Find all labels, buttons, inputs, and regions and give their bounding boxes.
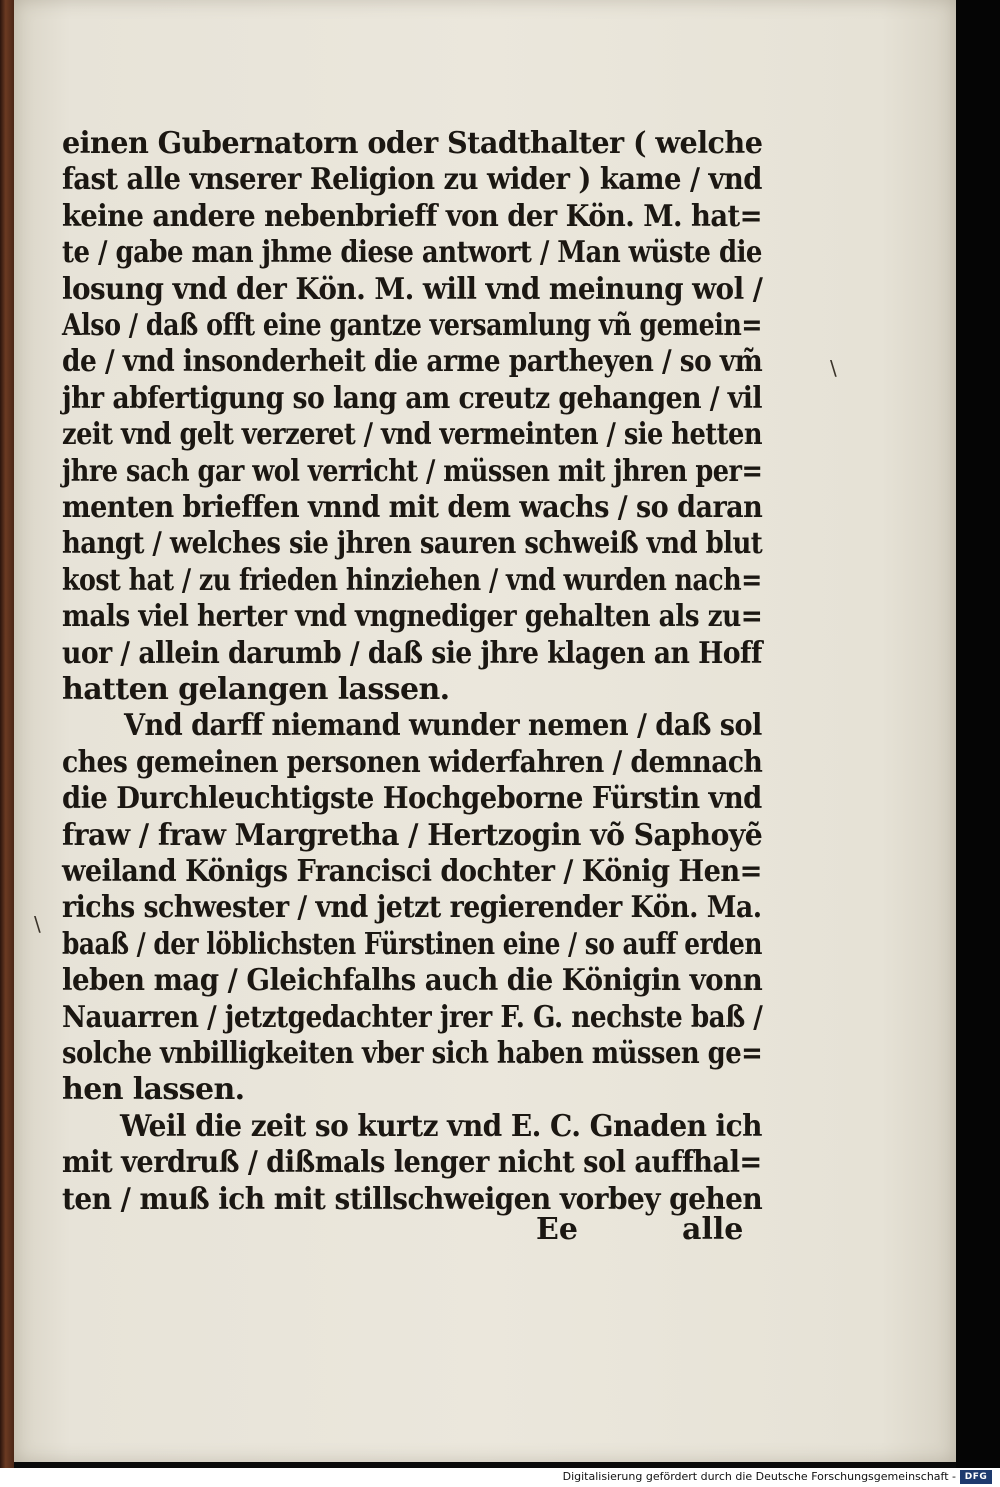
- footer-bar: [0, 1468, 1000, 1487]
- text-line: mit verdruß / dißmals lenger nicht sol auffhal=: [62, 1145, 762, 1181]
- text-line: zeit vnd gelt verzeret / vnd vermeinten / sie hetten: [62, 417, 763, 453]
- text-line: hatten gelangen lassen.: [62, 672, 450, 707]
- text-line: te / gabe man jhme diese antwort / Man wüste die: [62, 235, 762, 271]
- text-line: Vnd darff niemand wunder nemen / daß sol: [124, 708, 762, 744]
- text-line: Nauarren / jetztgedachter jrer F. G. nechste baß /: [62, 999, 763, 1035]
- signature-mark: Ee: [536, 1212, 578, 1247]
- text-line: Weil die zeit so kurtz vnd E. C. Gnaden ich: [120, 1108, 762, 1144]
- text-line: kost hat / zu frieden hinziehen / vnd wurden nach=: [62, 562, 762, 598]
- scan-edge: [956, 0, 1000, 1468]
- text-line: weiland Königs Francisci dochter / König Hen=: [62, 854, 762, 889]
- text-line: mals viel herter vnd vngnediger gehalten als zu=: [62, 599, 763, 635]
- text-line: menten brieffen vnnd mit dem wachs / so daran: [62, 490, 763, 525]
- text-line: jhr abfertigung so lang am creutz gehangen / vil: [62, 380, 763, 416]
- margin-mark: \: [830, 356, 837, 380]
- book-spine: [0, 0, 14, 1468]
- text-line: uor / allein darumb / daß sie jhre klagen an Hoff: [62, 635, 762, 671]
- dfg-logo: DFG: [960, 1470, 992, 1484]
- text-line: baaß / der löblichsten Fürstinen eine / so auff erden: [62, 926, 762, 962]
- text-line: ches gemeinen personen widerfahren / demnach: [62, 744, 763, 780]
- text-line: leben mag / Gleichfalhs auch die Königin vonn: [62, 963, 763, 999]
- text-line: Also / daß offt eine gantze versamlung vñ gemein=: [62, 308, 763, 343]
- text-line: solche vnbilligkeiten vber sich haben müssen ge=: [62, 1036, 763, 1071]
- catchword: alle: [682, 1212, 744, 1247]
- text-line: fast alle vnserer Religion zu wider ) kame / vnd: [62, 162, 762, 198]
- text-line: einen Gubernatorn oder Stadthalter ( welche: [62, 126, 763, 161]
- text-line: losung vnd der Kön. M. will vnd meinung wol /: [62, 271, 763, 307]
- funding-credit: Digitalisierung gefördert durch die Deutsche Forschungsgemeinschaft -: [562, 1470, 956, 1483]
- document-page: [14, 0, 956, 1462]
- text-line: de / vnd insonderheit die arme partheyen / so vm̃: [62, 344, 763, 380]
- text-line: hangt / welches sie jhren sauren schweiß vnd blut: [62, 526, 763, 562]
- margin-mark: \: [34, 912, 41, 936]
- text-line: fraw / fraw Margretha / Hertzogin võ Saphoyẽ: [62, 817, 763, 853]
- text-line: jhre sach gar wol verricht / müssen mit jhren per=: [62, 453, 763, 489]
- text-line: richs schwester / vnd jetzt regierender Kön. Ma.: [62, 890, 762, 926]
- text-line: hen lassen.: [62, 1072, 245, 1108]
- text-line: die Durchleuchtigste Hochgeborne Fürstin vnd: [62, 781, 762, 817]
- text-line: ten / muß ich mit stillschweigen vorbey gehen: [62, 1181, 763, 1217]
- text-line: keine andere nebenbrieff von der Kön. M. hat=: [62, 198, 763, 234]
